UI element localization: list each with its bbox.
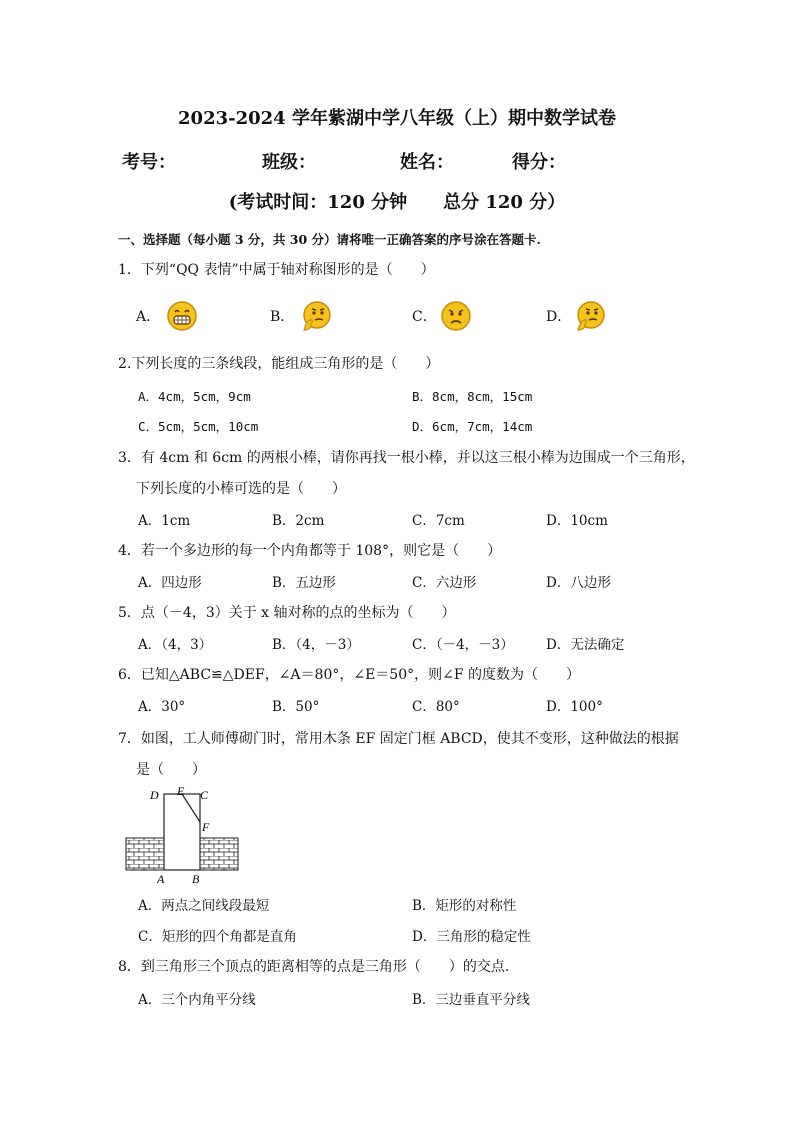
q2-option-a: A．4cm，5cm，9cm: [138, 389, 251, 404]
q1-option-b-label: B．: [270, 309, 295, 325]
q1-option-d-label: D．: [546, 309, 572, 325]
sad-face-icon: [440, 300, 472, 332]
q2-option-c: C．5cm，5cm，10cm: [138, 419, 259, 434]
question-5-stem: 5．点（－4，3）关于 x 轴对称的点的坐标为（ ）: [118, 605, 456, 621]
question-1-stem: 1．下列“QQ 表情”中属于轴对称图形的是（ ）: [118, 262, 435, 278]
door-frame-figure: [124, 784, 240, 888]
question-3-stem: 3．有 4cm 和 6cm 的两根小棒，请你再找一根小棒，并以这三根小棒为边围成一个三角形，: [118, 450, 695, 466]
q5-option-a: A．（4，3）: [138, 637, 213, 653]
q4-option-a: A．四边形: [138, 575, 202, 591]
q5-option-d: D．无法确定: [546, 637, 625, 653]
page-title: 2023-2024 学年紫湖中学八年级（上）期中数学试卷: [178, 108, 616, 129]
question-6-stem: 6．已知△ABC≌△DEF，∠A＝80°，∠E＝50°，则∠F 的度数为（ ）: [118, 667, 581, 683]
question-8-stem: 8．到三角形三个顶点的距离相等的点是三角形（ ）的交点．: [118, 959, 519, 975]
question-4-stem: 4．若一个多边形的每一个内角都等于 108°，则它是（ ）: [118, 543, 502, 559]
label-e: E: [177, 784, 185, 798]
q3-option-b: B．2cm: [272, 513, 325, 529]
q5-option-b: B．（4，－3）: [272, 637, 360, 653]
class-label: 班级：: [262, 152, 316, 173]
q1-option-a-label: A．: [136, 309, 161, 325]
label-d: D: [150, 788, 159, 802]
grin-face-icon: [166, 300, 198, 332]
label-a: A: [157, 872, 165, 886]
q4-option-b: B．五边形: [272, 575, 336, 591]
q8-option-a: A．三个内角平分线: [138, 992, 256, 1008]
right-brick-wall: [200, 838, 238, 870]
q4-option-c: C．六边形: [412, 575, 477, 591]
q7-option-d: D．三角形的稳定性: [412, 929, 531, 945]
thinking-face-icon: [574, 300, 606, 332]
q7-option-a: A．两点之间线段最短: [138, 898, 270, 914]
question-7-stem-cont: 是（ ）: [136, 762, 206, 778]
exam-time-line: (考试时间：120 分钟 总分 120 分）: [228, 192, 566, 213]
thinking-face-icon: [300, 300, 332, 332]
q5-option-c: C．（－4，－3）: [412, 637, 514, 653]
exam-number-label: 考号：: [122, 152, 176, 173]
q6-option-d: D．100°: [546, 699, 603, 715]
q7-option-b: B．矩形的对称性: [412, 898, 517, 914]
q7-option-c: C．矩形的四个角都是直角: [138, 929, 297, 945]
label-f: F: [202, 820, 210, 834]
q6-option-c: C．80°: [412, 699, 460, 715]
section-heading: 一、选择题（每小题 3 分，共 30 分）请将唯一正确答案的序号涂在答题卡.: [118, 232, 541, 247]
q6-option-a: A．30°: [138, 699, 186, 715]
door-frame-rect: [164, 794, 200, 870]
q4-option-d: D．八边形: [546, 575, 611, 591]
question-3-stem-cont: 下列长度的小棒可选的是（ ）: [136, 481, 346, 497]
q2-option-d: D．6cm，7cm，14cm: [412, 419, 533, 434]
q2-option-b: B．8cm，8cm，15cm: [412, 389, 533, 404]
q3-option-c: C．7cm: [412, 513, 465, 529]
q1-option-c-label: C．: [412, 309, 437, 325]
score-label: 得分：: [512, 152, 566, 173]
label-c: C: [200, 788, 209, 802]
q3-option-a: A．1cm: [138, 513, 191, 529]
question-7-stem: 7．如图，工人师傅砌门时，常用木条 EF 固定门框 ABCD，使其不变形，这种做法的根据: [118, 731, 679, 747]
label-b: B: [192, 872, 200, 886]
q3-option-d: D．10cm: [546, 513, 608, 529]
name-label: 姓名：: [400, 152, 454, 173]
question-2-stem: 2.下列长度的三条线段，能组成三角形的是（ ）: [118, 356, 440, 372]
q8-option-b: B．三边垂直平分线: [412, 992, 530, 1008]
left-brick-wall: [126, 838, 164, 870]
q6-option-b: B．50°: [272, 699, 320, 715]
